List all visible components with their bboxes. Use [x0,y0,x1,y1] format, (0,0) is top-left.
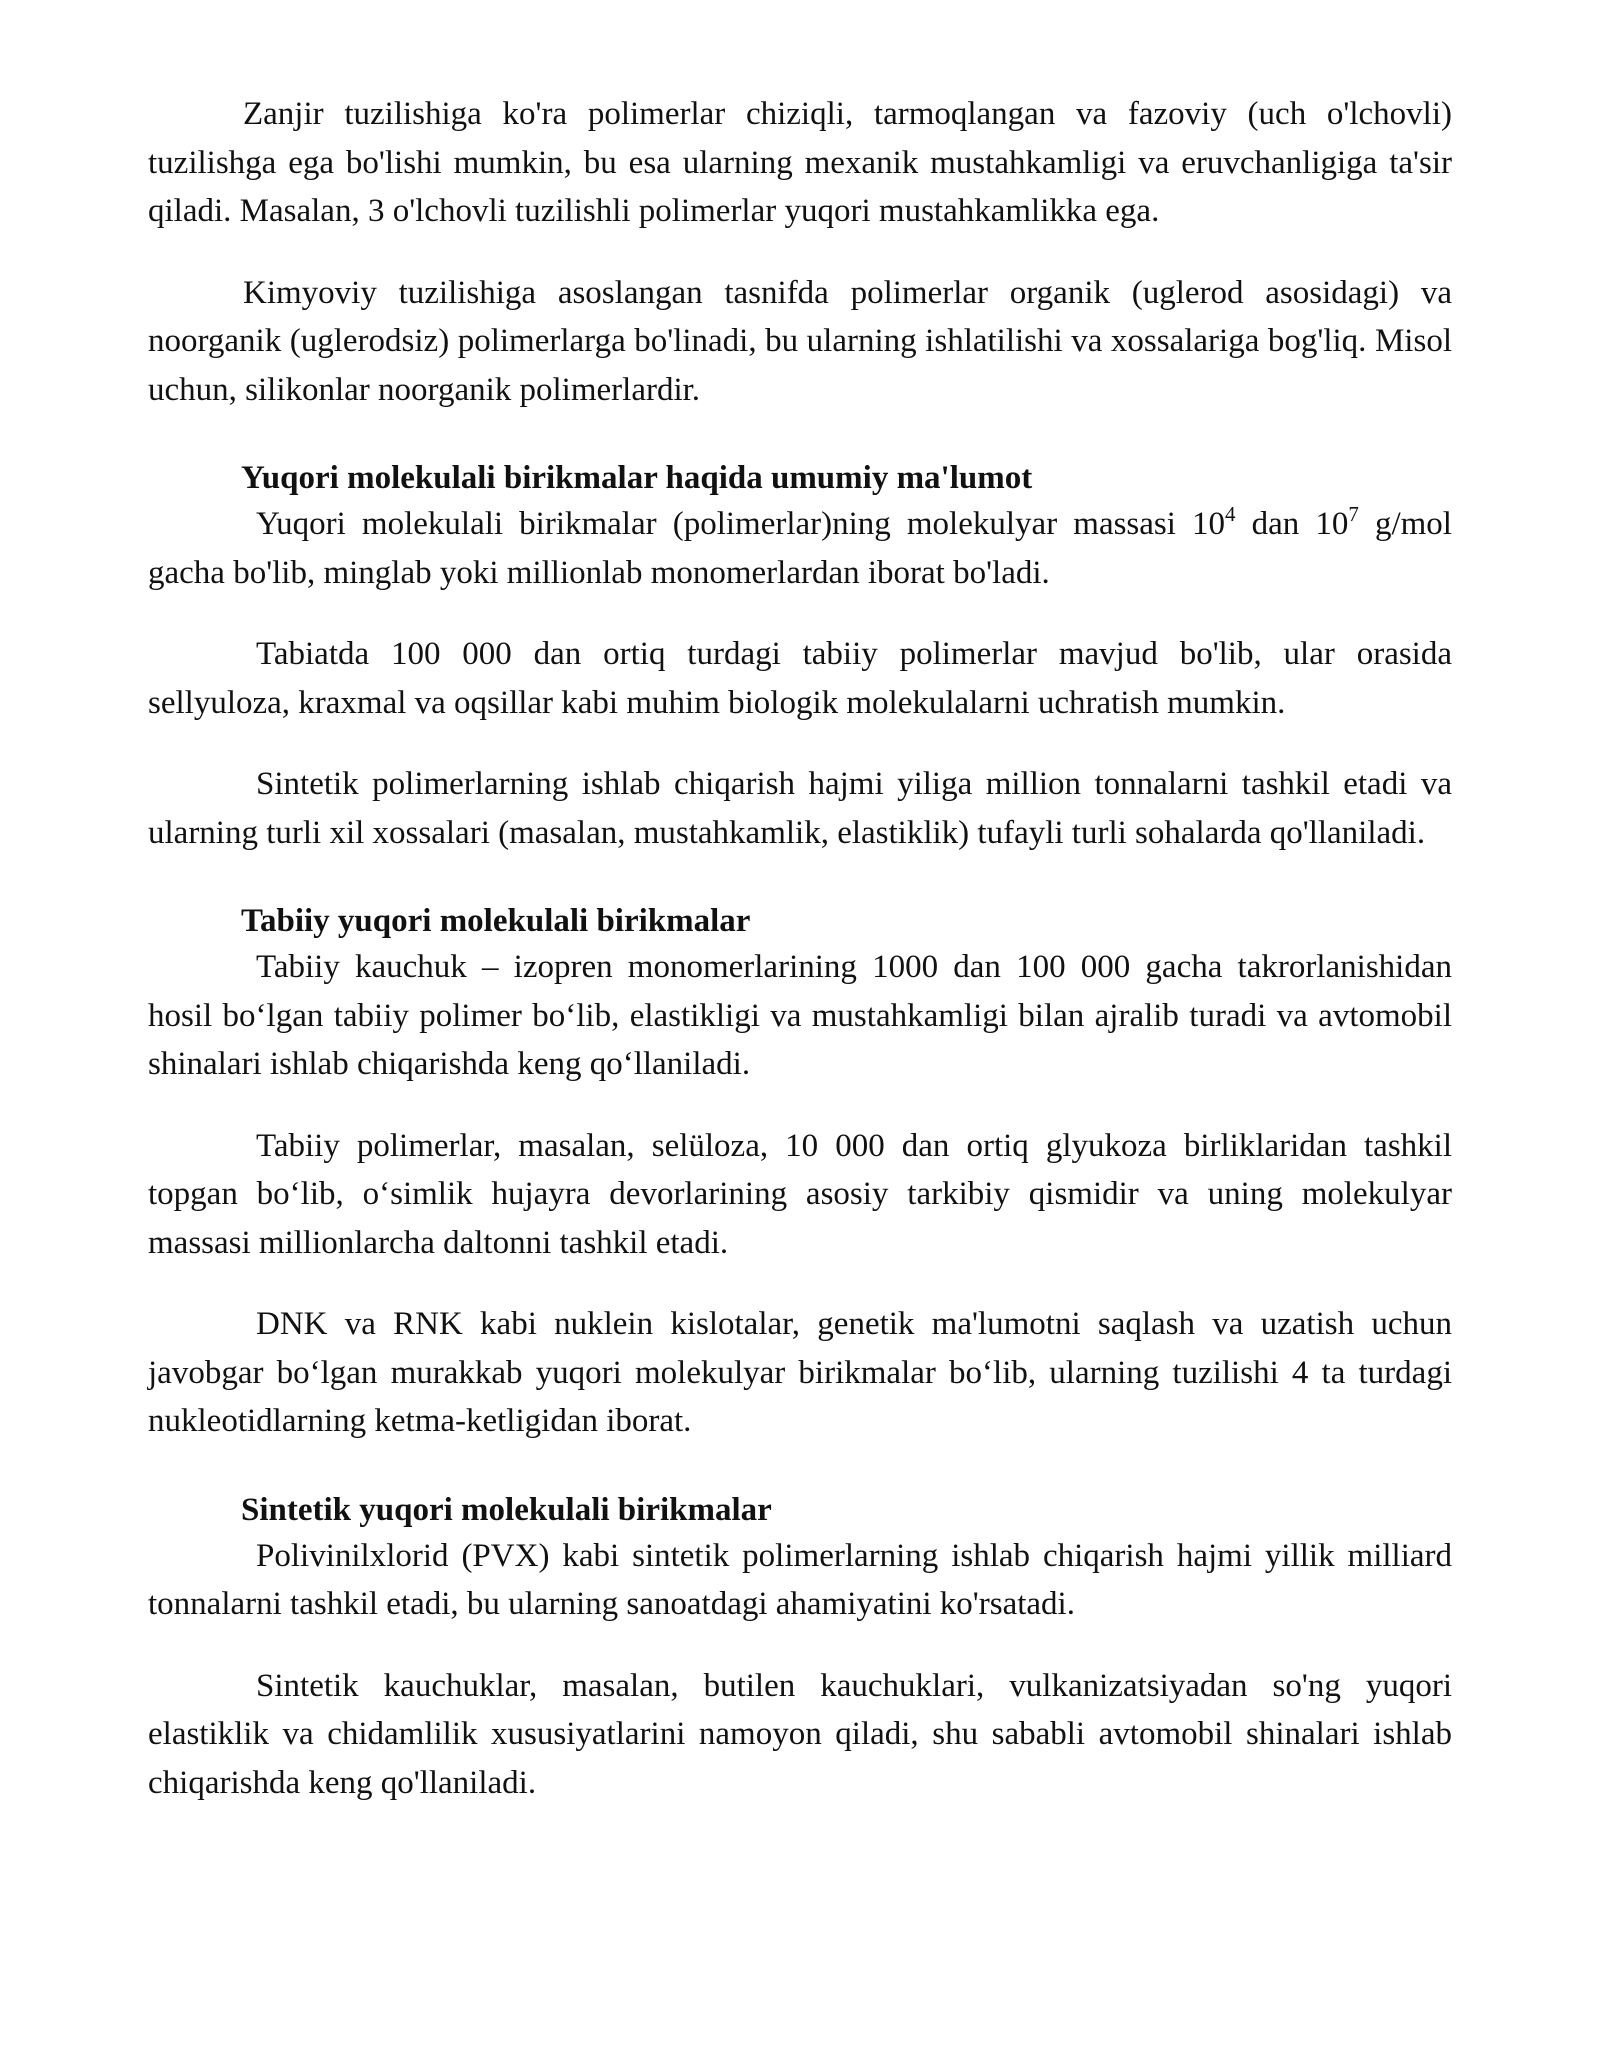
paragraph-molecular-mass [148,500,1452,597]
paragraph-cellulose: Tabiiy polimerlar, masalan, selüloza, 10 000 dan ortiq glyukoza birliklaridan tashkil topgan boʻlib, oʻsimlik hujayra devorlarining asosiy tarkibiy qismidir va uning molekulyar massasi millionlarcha daltonni tashkil etadi. [148,1127,1452,1261]
paragraph-natural-rubber: Tabiiy kauchuk – izopren monomerlarining 1000 dan 100 000 gacha takrorlanishidan hosil boʻlgan tabiiy polimer boʻlib, elastikligi va mustahkamligi bilan ajralib turadi va avtomobil shinalari ishlab chiqarishda keng qoʻllaniladi. [148,949,1452,1082]
exponent-4: 4 [1225,502,1236,526]
molecular-mass-text-2: dan 10 [1235,506,1349,542]
molecular-mass-text-1: Yuqori molekulali birikmalar (polimerlar)ning molekulyar massasi 10 [256,506,1226,542]
paragraph-chain-structure: Zanjir tuzilishiga ko'ra polimerlar chiziqli, tarmoqlangan va fazoviy (uch o'lchovli) tuzilishga ega bo'lishi mumkin, bu esa ularning mexanik mustahkamligi va eruvchanligiga ta'sir qiladi. Masalan, 3 o'lchovli tuzilishli polimerlar yuqori mustahkamlikka ega. [148,96,1452,229]
heading-synthetic-compounds: Sintetik yuqori molekulali birikmalar [241,1491,772,1528]
paragraph-synthetic-rubber: Sintetik kauchuklar, masalan, butilen kauchuklari, vulkanizatsiyadan so'ng yuqori elastiklik va chidamlilik xususiyatlarini namoyon qiladi, shu sababli avtomobil shinalari ishlab chiqarishda keng qo'llaniladi. [148,1667,1452,1801]
paragraph-synthetic-volume: Sintetik polimerlarning ishlab chiqarish hajmi yiliga million tonnalarni tashkil etadi va ularning turli xil xossalari (masalan, mustahkamlik, elastiklik) tufayli turli sohalarda qo'llaniladi. [148,766,1452,851]
paragraph-chemical-classification: Kimyoviy tuzilishiga asoslangan tasnifda polimerlar organik (uglerod asosidagi) va noorganik (uglerodsiz) polimerlarga bo'linadi, bu ularning ishlatilishi va xossalariga bog'liq. Misol uchun, silikonlar noorganik polimerlardir. [148,274,1452,408]
document-page [148,90,1452,1807]
paragraph-natural-polymers-count: Tabiatda 100 000 dan ortiq turdagi tabiiy polimerlar mavjud bo'lib, ular orasida sellyuloza, kraxmal va oqsillar kabi muhim biologik molekulalarni uchratish mumkin. [148,636,1452,721]
heading-natural-compounds: Tabiiy yuqori molekulali birikmalar [241,903,751,939]
paragraph-pvc: Polivinilxlorid (PVX) kabi sintetik polimerlarning ishlab chiqarish hajmi yillik milliard tonnalarni tashkil etadi, bu ularning sanoatdagi ahamiyatini ko'rsatadi. [148,1537,1452,1622]
heading-general-info: Yuqori molekulali birikmalar haqida umumiy ma'lumot [241,460,1033,496]
paragraph-nucleic-acids: DNK va RNK kabi nuklein kislotalar, genetik ma'lumotni saqlash va uzatish uchun javobgar boʻlgan murakkab yuqori molekulyar birikmalar boʻlib, ularning tuzilishi 4 ta turdagi nukleotidlarning ketma-ketligidan iborat. [148,1306,1452,1439]
exponent-7: 7 [1348,502,1359,526]
molecular-mass-text-3: g/mol gacha bo'lib, minglab yoki millionlab monomerlardan iborat bo'ladi. [148,506,1452,591]
